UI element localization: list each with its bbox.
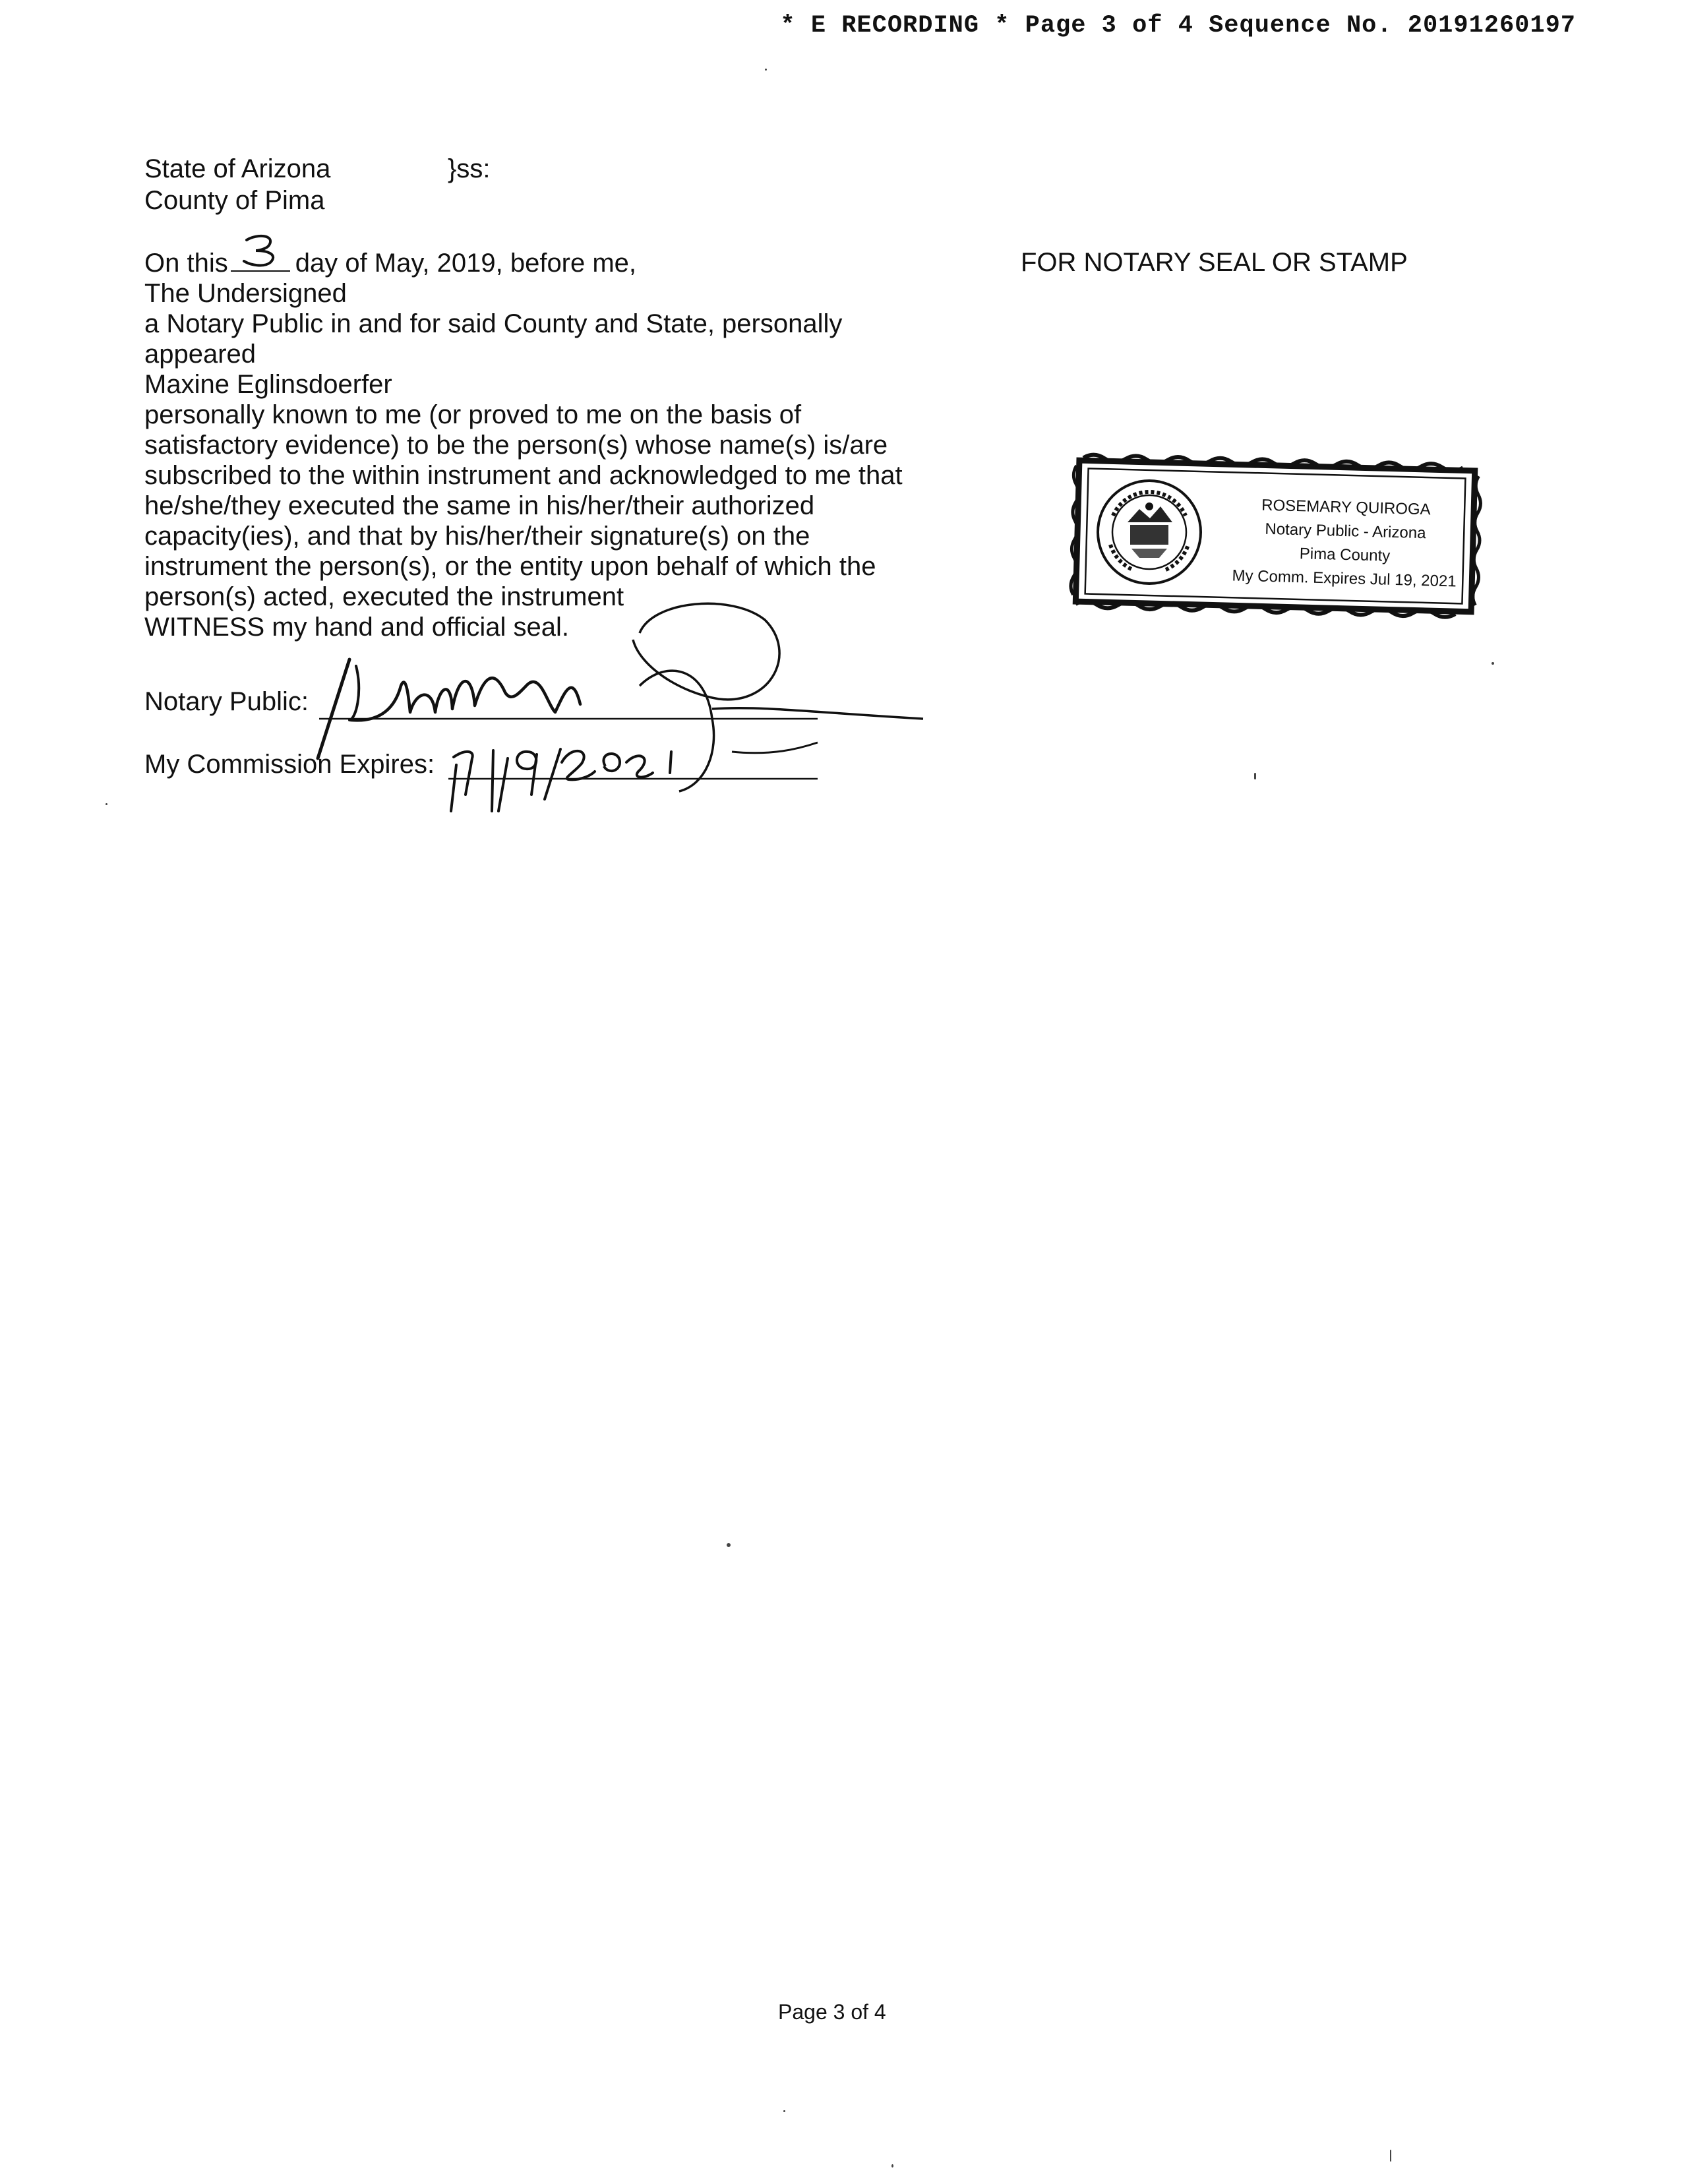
venue-county: County of Pima (144, 186, 325, 215)
body-line: instrument the person(s), or the entity upon behalf of which the (144, 552, 876, 581)
scan-speck (106, 803, 107, 805)
commission-expires-label: My Commission Expires: (144, 750, 435, 779)
stamp-notary-name: ROSEMARY QUIROGA (1261, 496, 1431, 519)
scan-speck (783, 2110, 785, 2112)
scan-speck (1254, 773, 1256, 779)
scan-speck (727, 1543, 731, 1547)
seal-area-label: FOR NOTARY SEAL OR STAMP (1021, 248, 1408, 277)
signer-name: Maxine Eglinsdoerfer (144, 370, 392, 399)
venue-ss: }ss: (448, 154, 491, 183)
scan-speck (1492, 662, 1494, 665)
notary-public-row (144, 687, 309, 717)
arizona-state-seal-icon (1093, 476, 1205, 588)
stamp-county: Pima County (1299, 545, 1391, 565)
recording-header: * E RECORDING * Page 3 of 4 Sequence No. 20191260197 (780, 12, 1576, 40)
notary-signature (310, 593, 943, 818)
notary-line: a Notary Public in and for said County and State, personally (144, 309, 843, 338)
scan-speck (765, 69, 767, 71)
stamp-notary-title: Notary Public - Arizona (1265, 520, 1426, 543)
body-line: subscribed to the within instrument and acknowledged to me that (144, 461, 903, 490)
stamp-expires: My Comm. Expires Jul 19, 2021 (1232, 566, 1457, 591)
body-line: he/she/they executed the same in his/her/their authorized (144, 491, 815, 520)
officer-name: The Undersigned (144, 279, 347, 308)
notary-public-label: Notary Public: (144, 687, 309, 716)
scan-speck (891, 2164, 893, 2168)
body-line: capacity(ies), and that by his/her/their signature(s) on the (144, 522, 810, 551)
day-blank (231, 247, 290, 272)
day-handwriting (237, 231, 290, 270)
on-this-label: On this (144, 249, 228, 278)
venue-block (144, 153, 490, 216)
scan-speck (1390, 2150, 1391, 2162)
body-line: person(s) acted, executed the instrument (144, 582, 624, 611)
date-line (144, 247, 949, 278)
venue-state: State of Arizona (144, 154, 331, 183)
page-number: Page 3 of 4 (778, 2000, 886, 2024)
witness-line: WITNESS my hand and official seal. (144, 613, 569, 642)
acknowledgment-text (144, 247, 949, 642)
notary-stamp (1068, 451, 1484, 625)
body-line: personally known to me (or proved to me on the basis of (144, 400, 802, 429)
stamp-text (1212, 493, 1478, 594)
day-suffix: day of May, 2019, before me, (295, 249, 637, 278)
body-line: satisfactory evidence) to be the person(s) whose name(s) is/are (144, 431, 888, 460)
appeared-line: appeared (144, 340, 256, 369)
